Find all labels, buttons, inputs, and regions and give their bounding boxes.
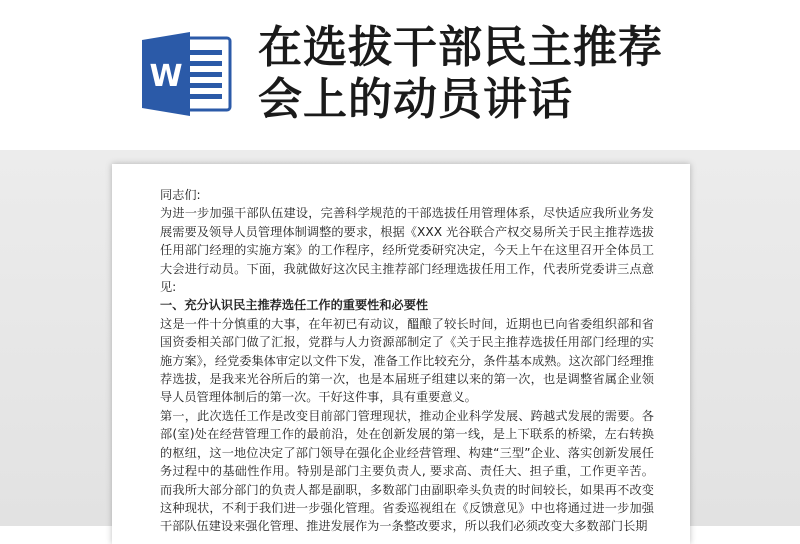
header-band — [0, 0, 800, 150]
title-line-2: 会上的动员讲话 — [258, 74, 573, 125]
document-page — [112, 164, 690, 544]
paragraph: 第一，此次选任工作是改变目前部门管理现状，推动企业科学发展、跨越式发展的需要。各部(室)处在经营管理工作的最前沿，处在创新发展的第一线，是上下联系的桥梁，左右转换的枢纽，这一地位决定了部门领导在强化企业经营管理、构建“三型”企业、落实创新发展任务过程中的基础性作用。特别是部门主要负责人, 要求高、责任大、担子重，工作更辛苦。而我所大部分部门的负责人都是副职，多数部门由副职牵头负责的时间较长，如果再不改变这种现状，不利于我们进一步强化管理。省委巡视组在《反馈意见》中也将通过进一步加强干部队伍建设来强化管理、推进发展作为一条整改要求，所以我们必须改变大多数部门长期 — [160, 408, 654, 534]
document-body — [160, 186, 654, 536]
paragraph: 这是一件十分慎重的大事，在年初已有动议，醞酿了较长时间，近期也已向省委组织部和省国资委相关部门做了汇报，党群与人力资源部制定了《关于民主推荐选拔任用部门经理的实施方案》，经党委集体审定以文件下发，准备工作比较充分，条件基本成熟。这次部门经理推荐选拔，是我来光谷所后的第一次，也是本届班子组建以来的第一次，也是调整省属企业领导人员管理体制后的第一次。干好这件事，具有重要意义。 — [160, 316, 654, 405]
word-document-icon — [140, 30, 232, 116]
salutation: 同志们: — [160, 188, 201, 202]
logo-letter: W — [149, 59, 183, 94]
paragraph: 为进一步加强干部队伍建设，完善科学规范的干部选拔任用管理体系，尽快适应我所业务发展需要及领导人员管理体制调整的要求，根据《XXX 光谷联合产权交易所关于民主推荐选拔任用部门经理的实施方案》的工作程序，经所党委研究决定，今天上午在这里召开全体员工大会进行动员。下面，我就做好这次民主推荐部门经理选拔任用工作，代表所党委讲三点意见: — [160, 206, 654, 295]
section-heading: 一、充分认识民主推荐选任工作的重要性和必要性 — [160, 298, 429, 313]
title-line-1: 在选拔干部民主推荐 — [258, 22, 663, 73]
page-title — [258, 22, 718, 126]
